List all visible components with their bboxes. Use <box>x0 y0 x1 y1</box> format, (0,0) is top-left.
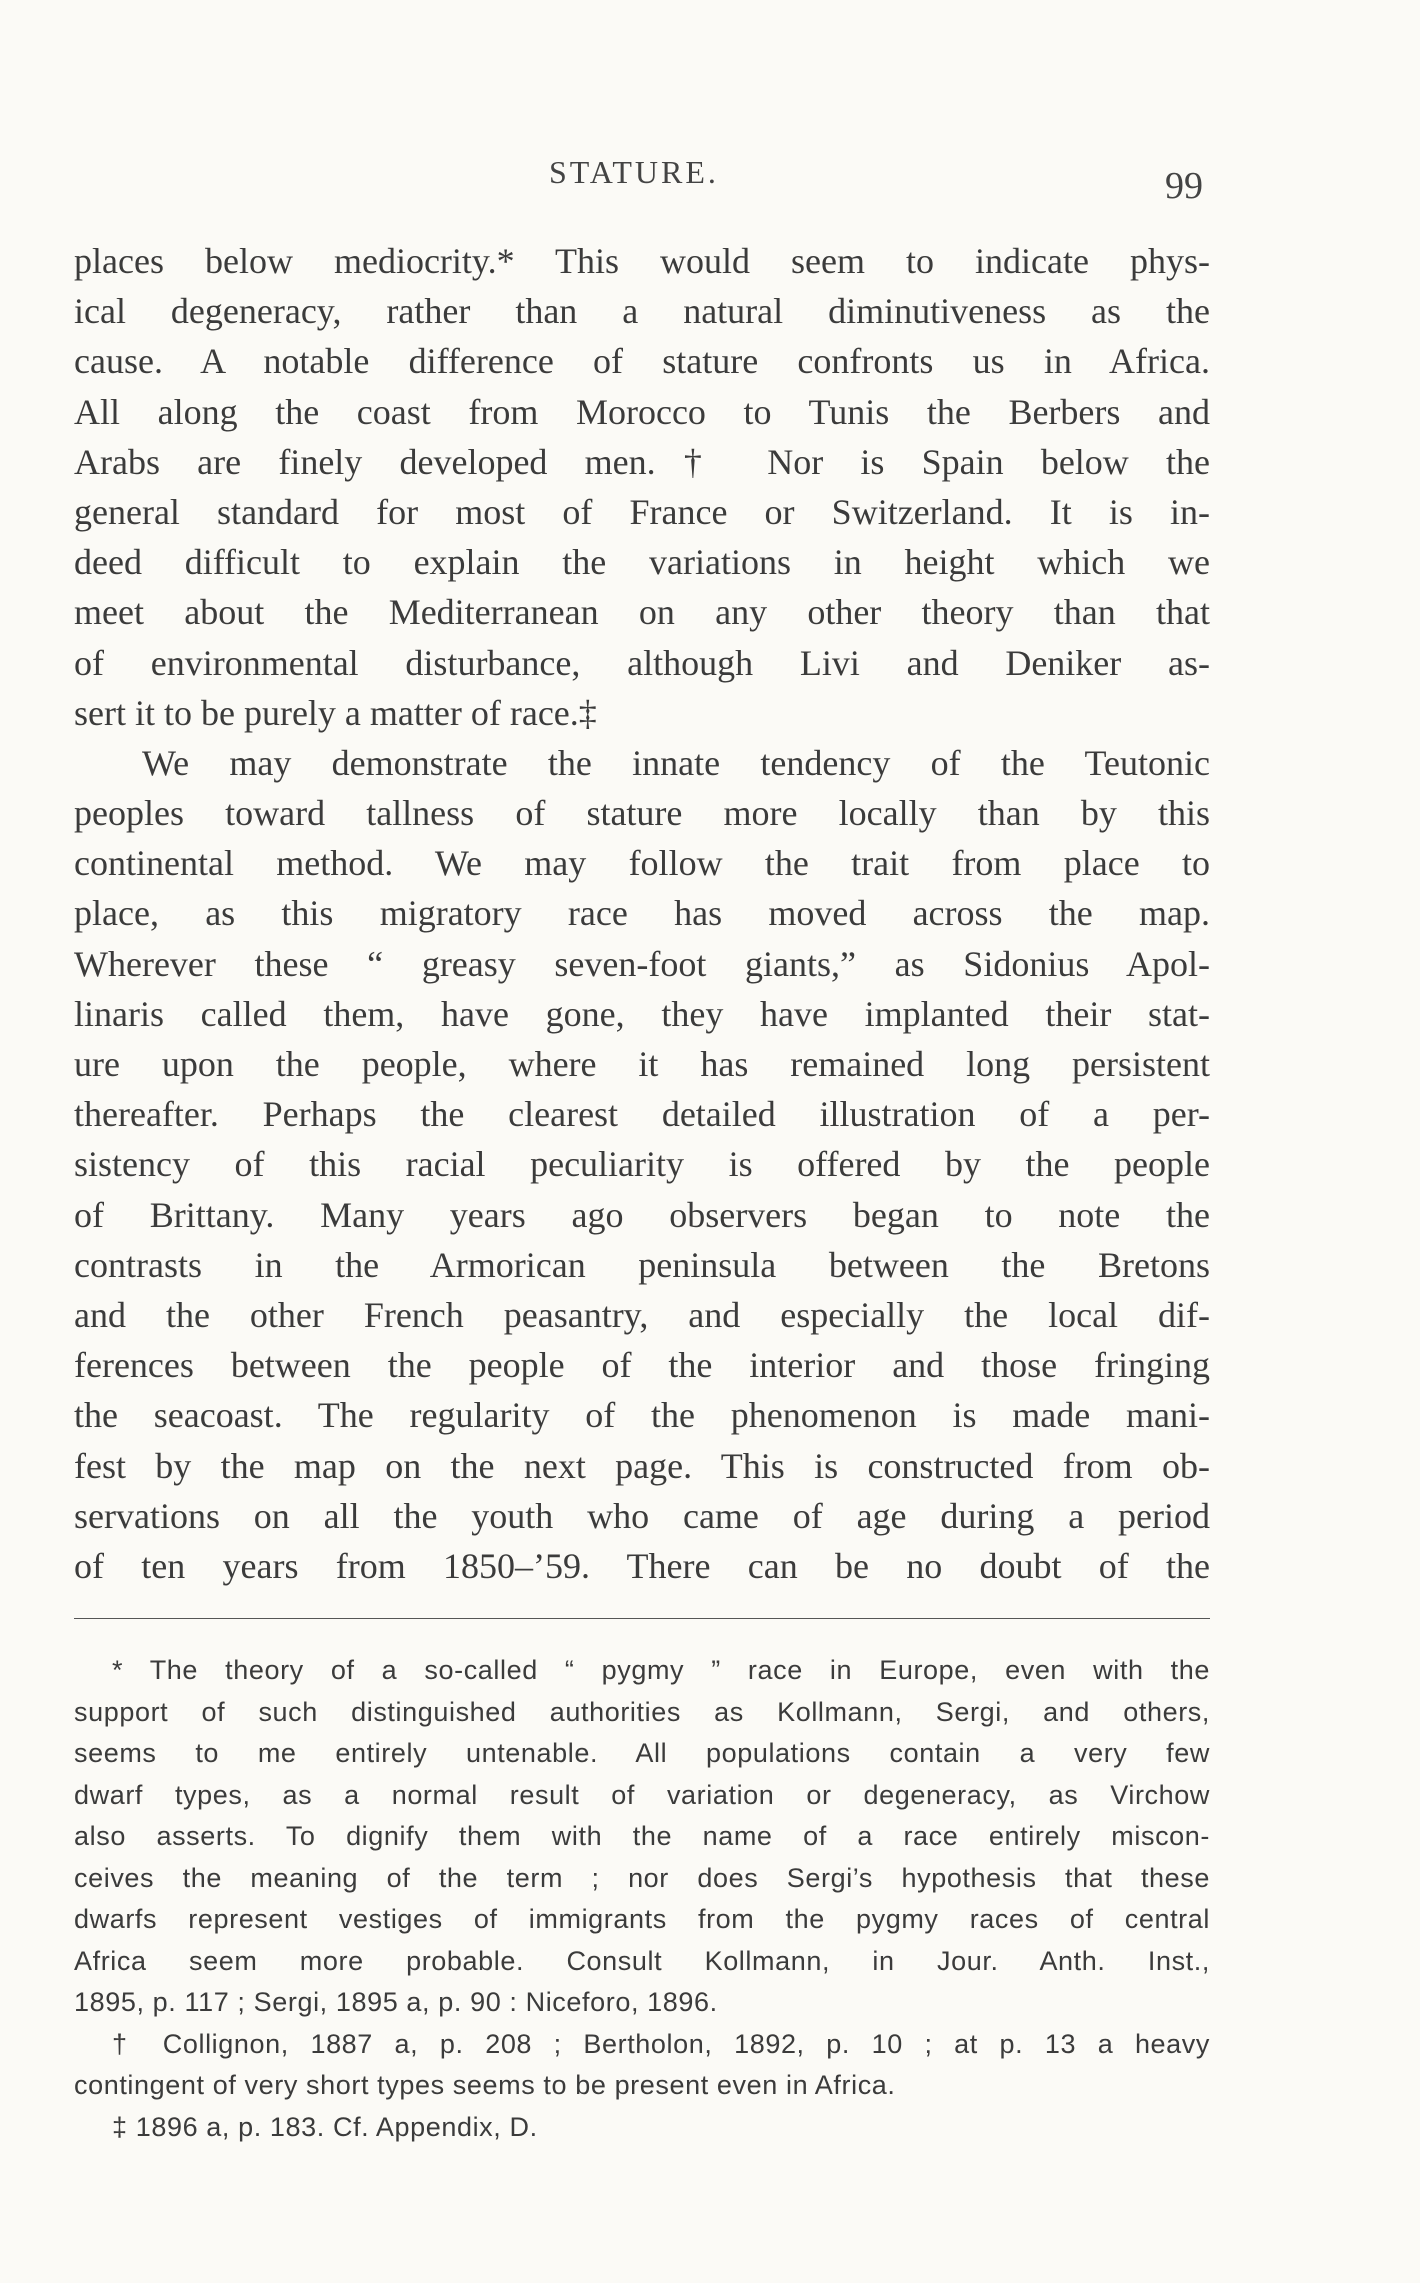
footnote-line: also asserts. To dignify them with the name of a race entirely miscon- <box>74 1821 1210 1851</box>
body-line: thereafter. Perhaps the clearest detailed illustration of a per- <box>74 1094 1210 1135</box>
body-line: sistency of this racial peculiarity is offered by the people <box>74 1144 1210 1185</box>
body-line: deed difficult to explain the variations in height which we <box>74 542 1210 583</box>
body-line: places below mediocrity.* This would seem to indicate phys- <box>74 241 1210 281</box>
footnote-line: seems to me entirely untenable. All populations contain a very few <box>74 1738 1210 1768</box>
body-line: general standard for most of France or Switzerland. It is in- <box>74 491 1210 532</box>
body-line: ure upon the people, where it has remained long persistent <box>74 1044 1210 1084</box>
footnote-line: 1895, p. 117 ; Sergi, 1895 a, p. 90 : Niceforo, 1896. <box>74 1987 718 2017</box>
body-line: continental method. We may follow the trait from place to <box>74 843 1210 884</box>
body-line: linaris called them, have gone, they have implanted their stat- <box>74 993 1210 1034</box>
footnote-divider <box>74 1618 1210 1619</box>
body-line: All along the coast from Morocco to Tunis the Berbers and <box>74 391 1210 432</box>
body-line: ferences between the people of the interior and those fringing <box>74 1345 1210 1386</box>
body-line: of ten years from 1850–’59. There can be no doubt of the <box>74 1545 1210 1586</box>
body-line: place, as this migratory race has moved across the map. <box>74 893 1210 934</box>
body-line: servations on all the youth who came of age during a period <box>74 1495 1210 1536</box>
body-line: meet about the Mediterranean on any other theory than that <box>74 592 1210 633</box>
body-line: Wherever these “ greasy seven-foot giants,” as Sidonius Apol- <box>74 943 1210 984</box>
body-line: cause. A notable difference of stature confronts us in Africa. <box>74 341 1210 382</box>
body-line: the seacoast. The regularity of the phenomenon is made mani- <box>74 1395 1210 1436</box>
footnotes <box>74 1650 1210 2148</box>
footnote-line: Africa seem more probable. Consult Kollmann, in Jour. Anth. Inst., <box>74 1945 1210 1976</box>
body-line: Arabs are finely developed men.† Nor is Spain below the <box>74 441 1210 482</box>
body-line: contrasts in the Armorican peninsula between the Bretons <box>74 1244 1210 1285</box>
body-text <box>74 236 1210 1591</box>
footnote-line: † Collignon, 1887 a, p. 208 ; Bertholon, 1892, p. 10 ; at p. 13 a heavy <box>112 2028 1210 2059</box>
body-line: of Brittany. Many years ago observers began to note the <box>74 1194 1210 1235</box>
body-line: and the other French peasantry, and especially the local dif- <box>74 1294 1210 1335</box>
running-head: STATURE. <box>549 154 719 190</box>
footnote-line: dwarf types, as a normal result of variation or degeneracy, as Virchow <box>74 1779 1210 1810</box>
page-header <box>0 148 1420 208</box>
footnote-line: contingent of very short types seems to be present even in Africa. <box>74 2070 896 2100</box>
body-line: We may demonstrate the innate tendency of the Teutonic <box>142 742 1210 783</box>
body-line: fest by the map on the next page. This is constructed from ob- <box>74 1445 1210 1486</box>
footnote-line: dwarfs represent vestiges of immigrants from the pygmy races of central <box>74 1904 1210 1934</box>
page-number: 99 <box>1165 165 1203 207</box>
footnote-line: ‡ 1896 a, p. 183. Cf. Appendix, D. <box>112 2111 538 2142</box>
body-line: of environmental disturbance, although Livi and Deniker as- <box>74 642 1210 683</box>
body-line: sert it to be purely a matter of race.‡ <box>74 692 597 733</box>
body-line: peoples toward tallness of stature more locally than by this <box>74 793 1210 834</box>
body-line: ical degeneracy, rather than a natural diminutiveness as the <box>74 291 1210 332</box>
footnote-line: ceives the meaning of the term ; nor does Sergi’s hypothesis that these <box>74 1862 1210 1893</box>
footnote-line: support of such distinguished authorities as Kollmann, Sergi, and others, <box>74 1696 1210 1727</box>
footnote-line: * The theory of a so-called “ pygmy ” race in Europe, even with the <box>112 1655 1210 1685</box>
